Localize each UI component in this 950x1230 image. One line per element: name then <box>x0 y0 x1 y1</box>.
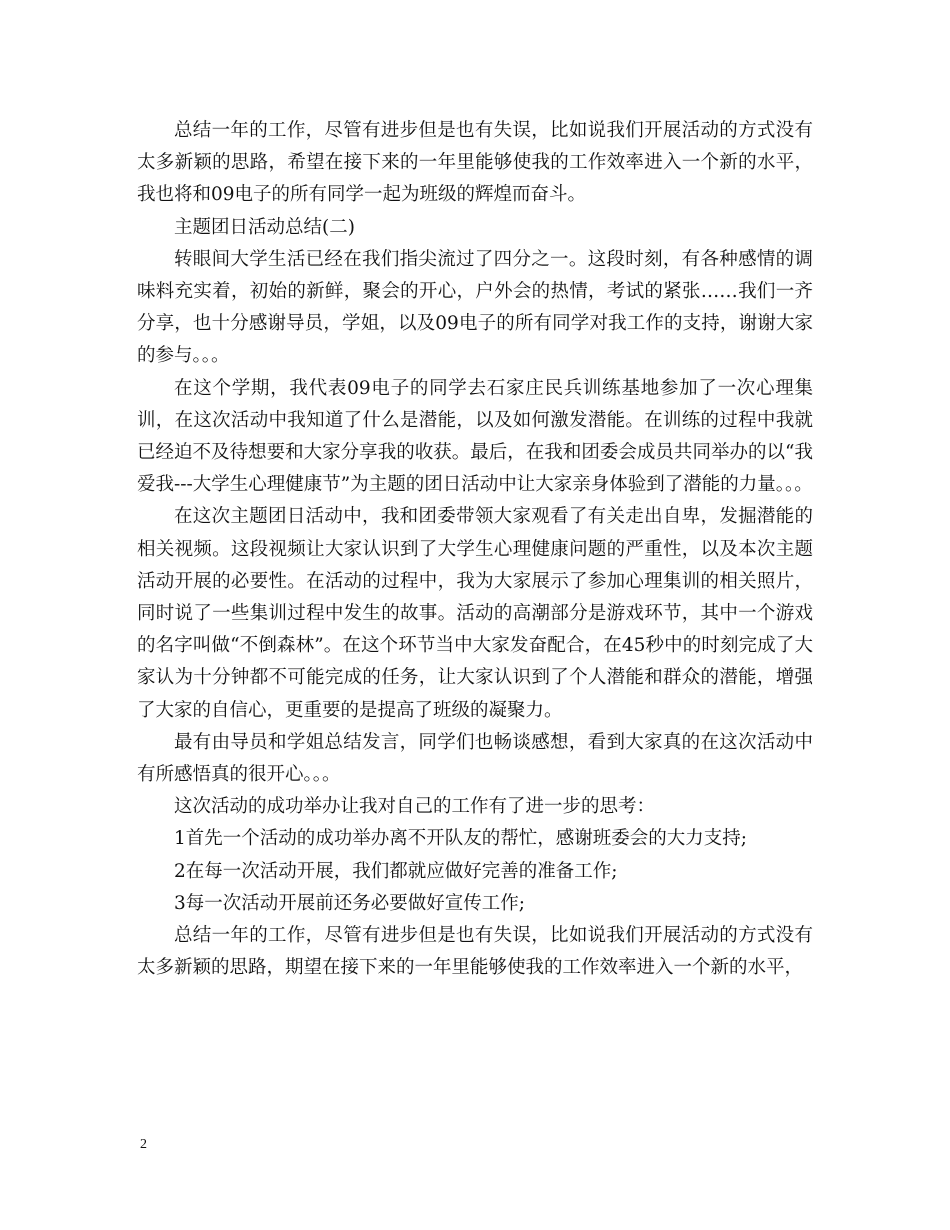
paragraph: 这次活动的成功举办让我对自己的工作有了进一步的思考： <box>174 796 656 818</box>
paragraph-summary-final: 总结一年的工作，尽管有进步但是也有失误，比如说我们开展活动的方式没有太多新颖的思路，期望在接下来的一年里能够使我的工作效率进入一个新的水平， <box>137 925 813 979</box>
paragraph: 转眼间大学生活已经在我们指尖流过了四分之一。这段时刻，有各种感情的调味料充实着，初始的新鲜，聚会的开心，户外会的热情，考试的紧张……我们一齐分享，也十分感谢导员，学姐，以及09电子的所有同学对我工作的支持，谢谢大家的参与。。。 <box>137 248 813 367</box>
section-heading: 主题团日活动总结(二) <box>174 216 355 238</box>
list-item: 2在每一次活动开展，我们都就应做好完善的准备工作; <box>174 860 618 882</box>
list-item: 1首先一个活动的成功举办离不开队友的帮忙，感谢班委会的大力支持; <box>174 828 748 850</box>
paragraph: 在这个学期，我代表09电子的同学去石家庄民兵训练基地参加了一次心理集训，在这次活动中我知道了什么是潜能，以及如何激发潜能。在训练的过程中我就已经迫不及待想要和大家分享我的收获。最后，在我和团委会成员共同举办的以“我爱我---大学生心理健康节”为主题的团日活动中让大家亲身体验到了潜能的力量。。。 <box>137 377 813 496</box>
document-body <box>137 115 813 984</box>
list-item: 3每一次活动开展前还务必要做好宣传工作; <box>174 892 526 914</box>
paragraph-summary-intro: 总结一年的工作，尽管有进步但是也有失误，比如说我们开展活动的方式没有太多新颖的思路，希望在接下来的一年里能够使我的工作效率进入一个新的水平，我也将和09电子的所有同学一起为班级的辉煌而奋斗。 <box>137 120 813 206</box>
paragraph: 在这次主题团日活动中，我和团委带领大家观看了有关走出自卑，发掘潜能的相关视频。这段视频让大家认识到了大学生心理健康问题的严重性，以及本次主题活动开展的必要性。在活动的过程中，我为大家展示了参加心理集训的相关照片，同时说了一些集训过程中发生的故事。活动的高潮部分是游戏环节，其中一个游戏的名字叫做“不倒森林”。在这个环节当中大家发奋配合，在45秒中的时刻完成了大家认为十分钟都不可能完成的任务，让大家认识到了个人潜能和群众的潜能，增强了大家的自信心，更重要的是提高了班级的凝聚力。 <box>137 506 813 721</box>
paragraph: 最有由导员和学姐总结发言，同学们也畅谈感想，看到大家真的在这次活动中有所感悟真的很开心。。。 <box>137 731 813 786</box>
page-number: 2 <box>140 1137 147 1152</box>
